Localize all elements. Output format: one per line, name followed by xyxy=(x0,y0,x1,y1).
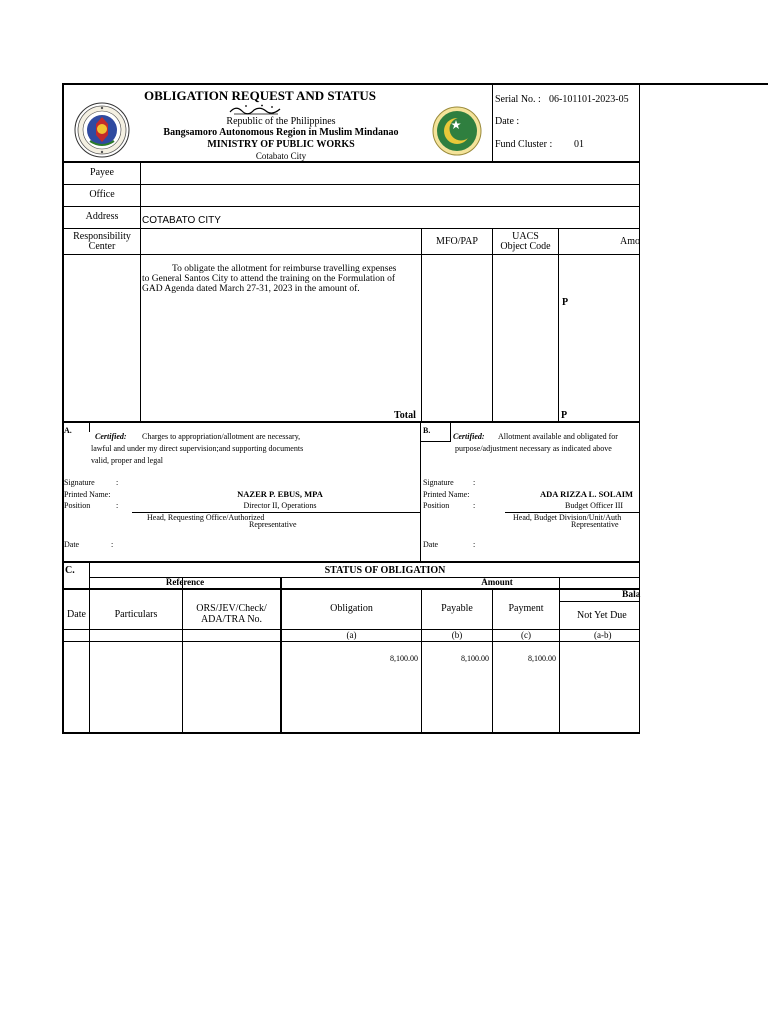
col-payment: Payment xyxy=(508,603,544,614)
info-row-line-4 xyxy=(63,254,640,255)
cert-a-letter-box xyxy=(89,422,90,432)
col-ors-2: ADA/TRA No. xyxy=(200,614,263,625)
cert-b-role-2: Representative xyxy=(571,520,619,529)
resp-center-label-1: Responsibility xyxy=(73,231,131,242)
mfo-label: MFO/PAP xyxy=(436,236,478,247)
barmm-seal-icon xyxy=(432,106,482,156)
cert-a-signature-colon: : xyxy=(116,478,119,487)
particulars-text: To obligate the allotment for reimburse travelling expenses to General Santos City to attend the training on the Formulation of GAD Agenda dated March 27-31, 2023 in the amount of. xyxy=(142,264,397,294)
arabic-calligraphy-icon xyxy=(228,103,284,117)
info-row-line-1 xyxy=(63,184,640,185)
amount-col-line xyxy=(558,228,559,422)
address-value: COTABATO CITY xyxy=(142,215,221,226)
header-bottom-line xyxy=(62,161,640,163)
row-payable-value: 8,100.00 xyxy=(461,654,489,663)
cert-b-position-colon: : xyxy=(473,501,476,510)
cert-a-date-label: Date xyxy=(64,540,80,549)
status-col-particulars xyxy=(182,578,183,733)
cert-a-position-label: Position xyxy=(64,501,91,510)
payee-label: Payee xyxy=(90,167,114,178)
cert-b-signature-label: Signature xyxy=(423,478,454,487)
cert-b-position-label: Position xyxy=(423,501,450,510)
serial-value: 06-101101-2023-05 xyxy=(549,94,629,105)
republic-line: Republic of the Philippines xyxy=(226,116,336,127)
cert-a-date-colon: : xyxy=(111,540,114,549)
total-peso-sign: P xyxy=(561,410,568,421)
mfo-col-line xyxy=(421,228,422,422)
border-bottom xyxy=(62,732,640,734)
ministry-seal-icon xyxy=(74,102,130,158)
date-label: Date : xyxy=(495,116,520,127)
region-line: Bangsamoro Autonomous Region in Muslim Mindanao xyxy=(163,127,399,138)
status-col-balance xyxy=(559,578,560,733)
peso-sign: P xyxy=(562,297,569,308)
ministry-line: MINISTRY OF PUBLIC WORKS xyxy=(207,139,355,150)
cert-b-text-2: purpose/adjustment necessary as indicated above xyxy=(455,444,612,453)
status-sub-line xyxy=(63,641,640,642)
cert-a-signature-label: Signature xyxy=(64,478,95,487)
office-label: Office xyxy=(89,189,115,200)
cert-b-signature-colon: : xyxy=(473,478,476,487)
col-obligation: Obligation xyxy=(330,603,373,614)
border-top xyxy=(62,83,768,85)
cert-b-position: Budget Officer III xyxy=(565,501,624,510)
fund-cluster-label: Fund Cluster : xyxy=(495,139,553,150)
cert-bottom-line xyxy=(63,561,640,563)
border-left xyxy=(62,83,64,733)
city-line: Cotabato City xyxy=(255,151,307,161)
cert-b-text-1: Allotment available and obligated for xyxy=(498,432,618,441)
cert-a-role-1: Head, Requesting Office/Authorized xyxy=(147,513,265,522)
cert-a-text-1: Charges to appropriation/allotment are necessary, xyxy=(142,432,301,441)
sub-label-c: (c) xyxy=(521,630,531,640)
col-ors-1: ORS/JEV/Check/ xyxy=(196,603,267,614)
reference-label: Reference xyxy=(165,577,205,587)
uacs-label-2: Object Code xyxy=(500,241,551,252)
sub-label-a: (a) xyxy=(346,630,357,640)
cert-b-printed-name-label: Printed Name: xyxy=(423,490,470,499)
cert-b-date-label: Date xyxy=(423,540,439,549)
total-line xyxy=(63,421,640,423)
border-right xyxy=(639,83,640,733)
cert-a-letter: A. xyxy=(64,426,72,435)
form-title: OBLIGATION REQUEST AND STATUS xyxy=(144,88,377,103)
cert-a-certified-label: Certified: xyxy=(95,432,127,441)
sub-label-b: (b) xyxy=(451,630,463,640)
row-payment-value: 8,100.00 xyxy=(528,654,556,663)
serial-label: Serial No. : xyxy=(495,94,541,105)
cert-a-role-2: Representative xyxy=(249,520,297,529)
col-date: Date xyxy=(67,609,86,620)
cert-b-letter-box xyxy=(450,422,451,442)
balance-header-line xyxy=(559,601,640,602)
amount-group-label: Amount xyxy=(481,577,513,587)
info-row-line-3 xyxy=(63,228,640,229)
info-label-col-line xyxy=(140,162,141,422)
fund-cluster-value: 01 xyxy=(574,139,584,150)
cert-b-letter: B. xyxy=(423,426,431,435)
cert-b-date-colon: : xyxy=(473,540,476,549)
cert-b-role-1: Head, Budget Division/Unit/Auth xyxy=(513,513,622,522)
cert-a-position: Director II, Operations xyxy=(243,501,317,510)
status-title: STATUS OF OBLIGATION xyxy=(324,565,446,576)
total-label: Total xyxy=(394,410,416,421)
cert-divider xyxy=(420,422,421,562)
col-payable: Payable xyxy=(441,603,473,614)
col-particulars: Particulars xyxy=(114,609,158,620)
resp-center-label-2: Center xyxy=(88,241,116,252)
info-row-line-2 xyxy=(63,206,640,207)
uacs-col-line xyxy=(492,228,493,422)
cert-b-letter-underline xyxy=(421,441,451,442)
cert-a-text-2: lawful and under my direct supervision;and supporting documents xyxy=(91,444,304,453)
cert-b-certified-label: Certified: xyxy=(453,432,485,441)
row-obligation-value: 8,100.00 xyxy=(390,654,418,663)
cert-a-position-colon: : xyxy=(116,501,119,510)
cert-b-name: ADA RIZZA L. SOLAIM xyxy=(540,489,634,499)
cert-a-printed-name-label: Printed Name: xyxy=(64,490,111,499)
cert-a-text-3: valid, proper and legal xyxy=(91,456,163,465)
status-letter: C. xyxy=(65,565,75,576)
col-not-yet-due: Not Yet Due xyxy=(577,610,627,621)
amount-label: Amo xyxy=(620,236,640,247)
uacs-label-1: UACS xyxy=(512,231,539,242)
sub-label-a-minus-b: (a-b) xyxy=(594,630,612,640)
status-group-line xyxy=(63,588,640,590)
address-label: Address xyxy=(85,211,119,222)
header-divider xyxy=(492,84,493,162)
cert-a-name: NAZER P. EBUS, MPA xyxy=(237,489,323,499)
balance-label: Bala xyxy=(622,590,641,600)
